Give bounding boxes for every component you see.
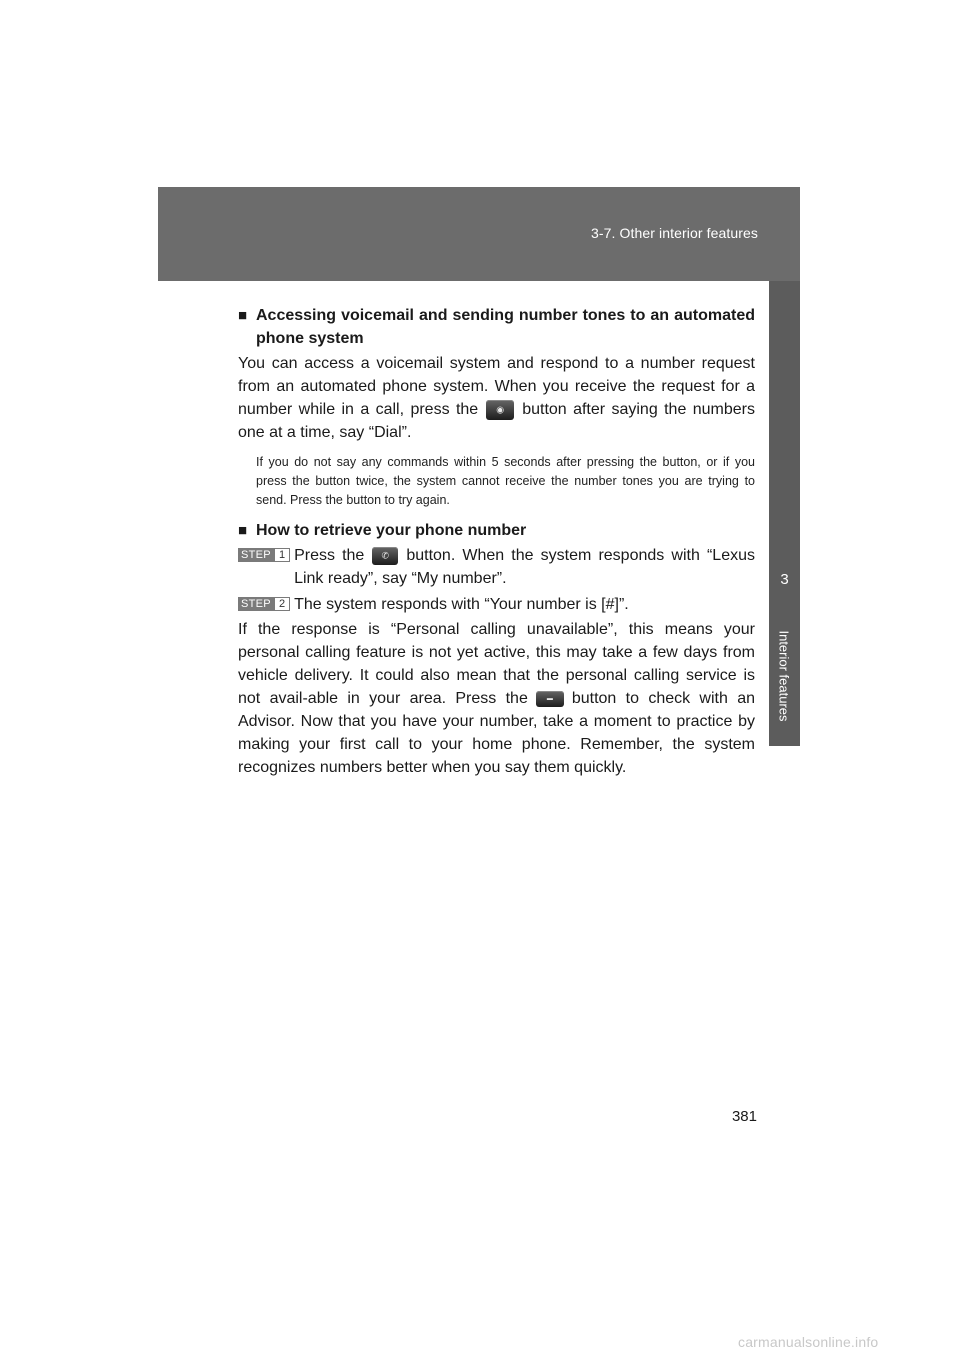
step-2-text: The system responds with “Your number is [#]”. <box>294 596 629 613</box>
voicemail-paragraph-part2: button after saying the numbers one at a time, say “Dial”. <box>238 401 755 441</box>
square-bullet-icon: ■ <box>238 522 248 539</box>
heading-retrieve-number-text: How to retrieve your phone number <box>256 522 527 539</box>
retrieve-number-paragraph-part2: button to check with an Advisor. Now that you have your number, take a moment to practice by making your first call to your home phone. Remember, the system recognizes numbers better when you say them quickly. <box>238 690 755 776</box>
chapter-number: 3 <box>780 571 789 588</box>
voicemail-note: If you do not say any commands within 5 seconds after pressing the button, or if you press the button twice, the system cannot receive the number tones you are trying to send. Press the button to try again. <box>256 455 755 507</box>
voicemail-paragraph-part1: You can access a voicemail system and respond to a number request from an automated phone system. When you receive the request for a number while in a call, press the <box>238 355 755 418</box>
retrieve-number-paragraph <box>238 618 755 779</box>
page-number: 381 <box>731 1108 757 1125</box>
step-1 <box>238 544 755 590</box>
section-title: 3-7. Other interior features <box>591 225 758 241</box>
header-band <box>158 187 800 281</box>
step-2-badge-number: 2 <box>274 597 290 611</box>
step-1-text-part2: button. When the system responds with “Lexus Link ready”, say “My number”. <box>294 547 755 587</box>
voice-command-button-icon: ◉ <box>486 400 514 420</box>
step-1-badge-number: 1 <box>274 548 290 562</box>
retrieve-number-paragraph-part1: If the response is “Personal calling unavailable”, this means your personal calling feature is not yet active, this may take a few days from vehicle delivery. It could also mean that the personal calling service is not avail-able in your area. Press the <box>238 621 755 707</box>
step-1-text <box>294 544 755 590</box>
watermark: carmanualsonline.info <box>738 1334 879 1350</box>
step-2-badge <box>238 597 290 611</box>
service-button-icon: ▬ <box>536 691 564 707</box>
phone-handset-button-icon: ✆ <box>372 547 398 565</box>
heading-voicemail <box>238 304 755 350</box>
step-1-text-part1: Press the <box>294 547 365 564</box>
page-content <box>238 304 755 779</box>
voicemail-paragraph <box>238 352 755 444</box>
step-2 <box>238 593 755 616</box>
heading-retrieve-number <box>238 519 755 542</box>
step-1-badge-label: STEP <box>238 548 274 562</box>
step-1-badge <box>238 548 290 562</box>
heading-voicemail-text: Accessing voicemail and sending number tones to an automated phone system <box>256 307 755 347</box>
square-bullet-icon: ■ <box>238 307 248 324</box>
chapter-label: Interior features <box>776 630 792 722</box>
step-2-badge-label: STEP <box>238 597 274 611</box>
